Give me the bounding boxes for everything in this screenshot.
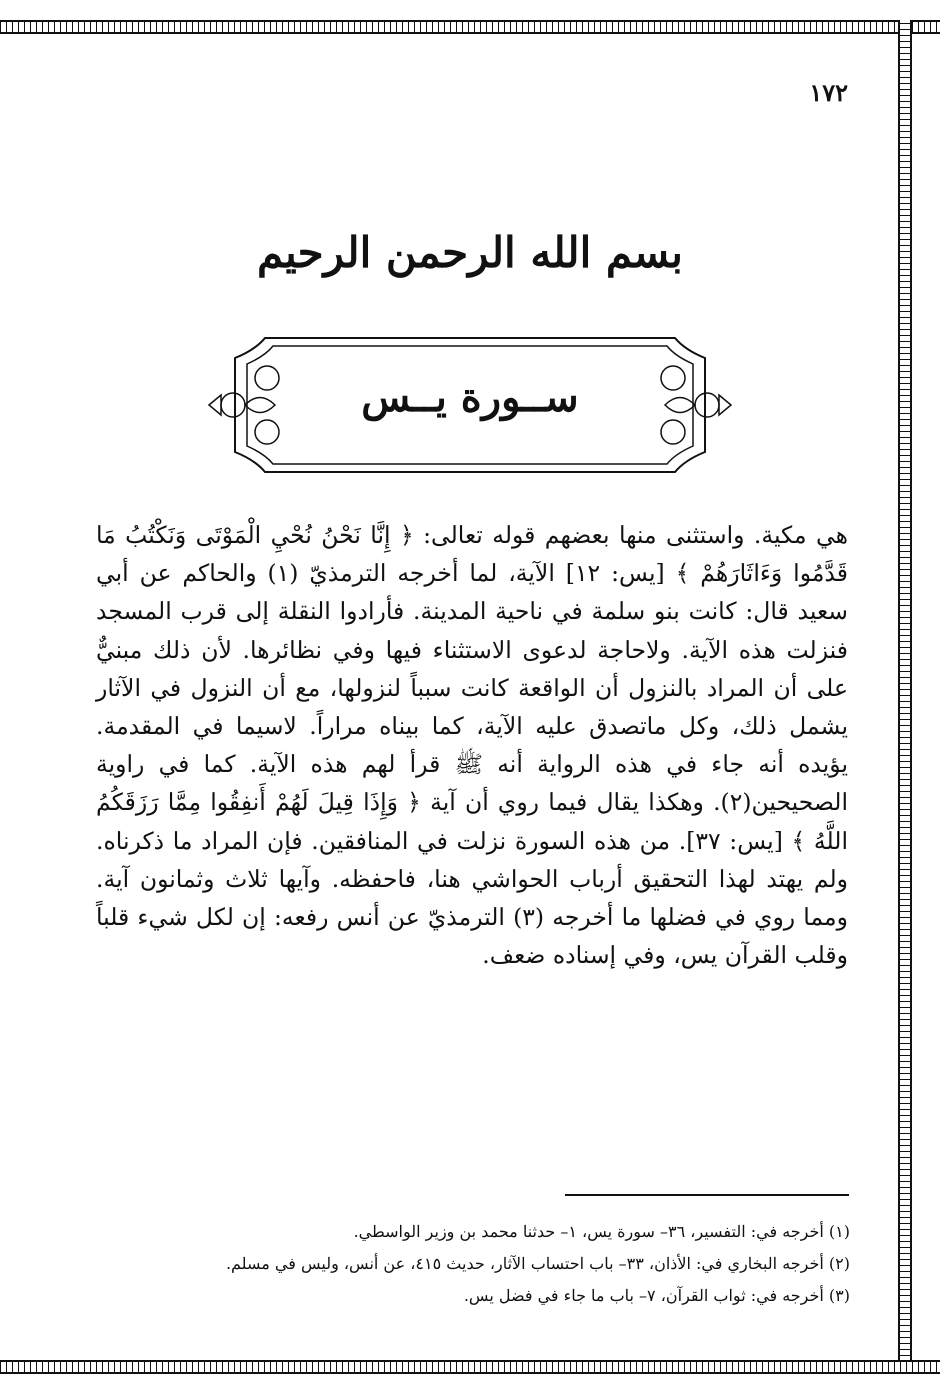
main-body-text	[96, 516, 848, 974]
decorative-border-right	[898, 20, 912, 1374]
footnotes-section	[90, 1216, 850, 1312]
page-number: ١٧٢	[809, 78, 848, 107]
footnote-divider	[565, 1194, 849, 1196]
basmala-heading: بسم الله الرحمن الرحيم	[257, 228, 683, 277]
footnote-1: (١) أخرجه في: التفسير، ٣٦– سورة يس، ١– حدثنا محمد بن وزير الواسطي.	[353, 1222, 850, 1241]
decorative-border-top	[0, 20, 940, 34]
surah-title: ســورة يــس	[361, 374, 579, 421]
body-paragraph: هي مكية. واستثنى منها بعضهم قوله تعالى: ﴿ إِنَّا نَحْنُ نُحْيِ الْمَوْتَى وَنَكْتُبُ مَا قَدَّمُوا وَءَاثَارَهُمْ ﴾ [يس: ١٢] الآية، لما أخرجه الترمذيّ (١) والحاكم عن أبي سعيد قال: كانت بنو سلمة في ناحية المدينة. فأرادوا النقلة إلى قرب المسجد فنزلت هذه الآية. ولاحاجة لدعوى الاستثناء فيها وفي نظائرها. لأن ذلك مبنيٌّ على أن المراد بالنزول أن الواقعة كانت سبباً لنزولها، مع أن النزول في الآثار يشمل ذلك، وكل ماتصدق عليه الآية، كما بيناه مراراً. لاسيما في المقدمة. يؤيده أنه جاء في هذه الرواية أنه ﷺ قرأ لهم هذه الآية. كما في راوية الصحيحين(٢). وهكذا يقال فيما روي أن آية ﴿ وَإِذَا قِيلَ لَهُمْ أَنفِقُوا مِمَّا رَزَقَكُمُ اللَّهُ ﴾ [يس: ٣٧]. من هذه السورة نزلت في المنافقين. فإن المراد ما ذكرناه. ولم يهتد لهذا التحقيق أرباب الحواشي هنا، فاحفظه. وآيها ثلاث وثمانون آية. ومما روي في فضلها ما أخرجه (٣) الترمذيّ عن أنس رفعه: إن لكل شيء قلباً وقلب القرآن يس، وفي إسناده ضعف.	[96, 521, 849, 970]
footnote-3: (٣) أخرجه في: ثواب القرآن، ٧– باب ما جاء في فضل يس.	[463, 1286, 850, 1305]
surah-title-frame	[205, 330, 735, 480]
decorative-border-bottom	[0, 1360, 940, 1374]
footnote-2: (٢) أخرجه البخاري في: الأذان، ٣٣– باب احتساب الآثار، حديث ٤١٥، عن أنس، وليس في مسلم.	[225, 1254, 850, 1273]
